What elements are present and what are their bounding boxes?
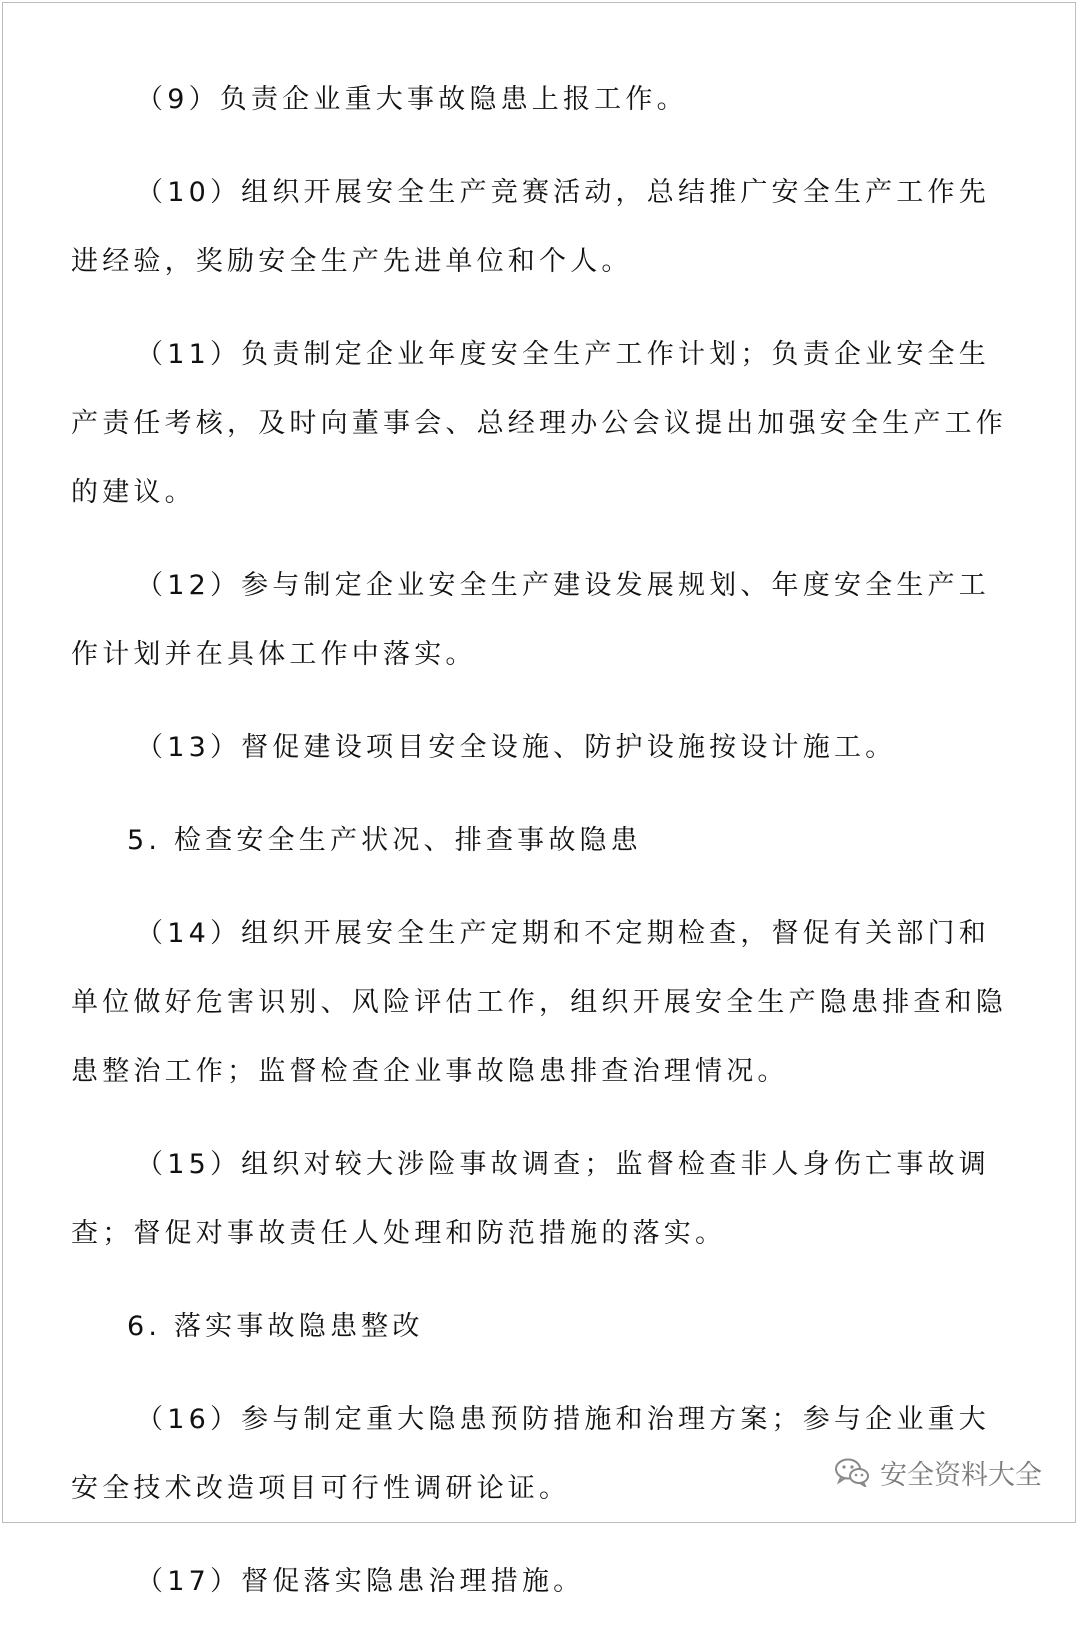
item-17: （17）督促落实隐患治理措施。: [136, 1566, 585, 1597]
item-12: （12）参与制定企业安全生产建设发展规划、年度安全生产工作计划并在具体工作中落实。: [71, 570, 990, 670]
document-page: [2, 2, 1076, 1597]
item-9: （9）负责企业重大事故隐患上报工作。: [136, 84, 688, 115]
item-15: （15）组织对较大涉险事故调查；监督检查非人身伤亡事故调查；督促对事故责任人处理和防范措施的落实。: [71, 1149, 990, 1249]
item-16: （16）参与制定重大隐患预防措施和治理方案；参与企业重大安全技术改造项目可行性调研论证。: [71, 1404, 990, 1504]
item-14: （14）组织开展安全生产定期和不定期检查，督促有关部门和单位做好危害识别、风险评估工作，组织开展安全生产隐患排查和隐患整治工作；监督检查企业事故隐患排查治理情况。: [71, 918, 1007, 1087]
section-heading-5: 5. 检查安全生产状况、排查事故隐患: [127, 825, 642, 856]
watermark: [834, 1452, 1042, 1492]
document-body: [71, 65, 1021, 1640]
watermark-text: 安全资料大全: [880, 1459, 1042, 1491]
item-10: （10）组织开展安全生产竞赛活动，总结推广安全生产工作先进经验，奖励安全生产先进单位和个人。: [71, 177, 990, 277]
item-13: （13）督促建设项目安全设施、防护设施按设计施工。: [136, 732, 897, 763]
wechat-icon: [834, 1457, 870, 1487]
section-heading-6: 6. 落实事故隐患整改: [127, 1311, 424, 1342]
item-11: （11）负责制定企业年度安全生产工作计划；负责企业安全生产责任考核，及时向董事会、总经理办公会议提出加强安全生产工作的建议。: [71, 339, 1007, 508]
